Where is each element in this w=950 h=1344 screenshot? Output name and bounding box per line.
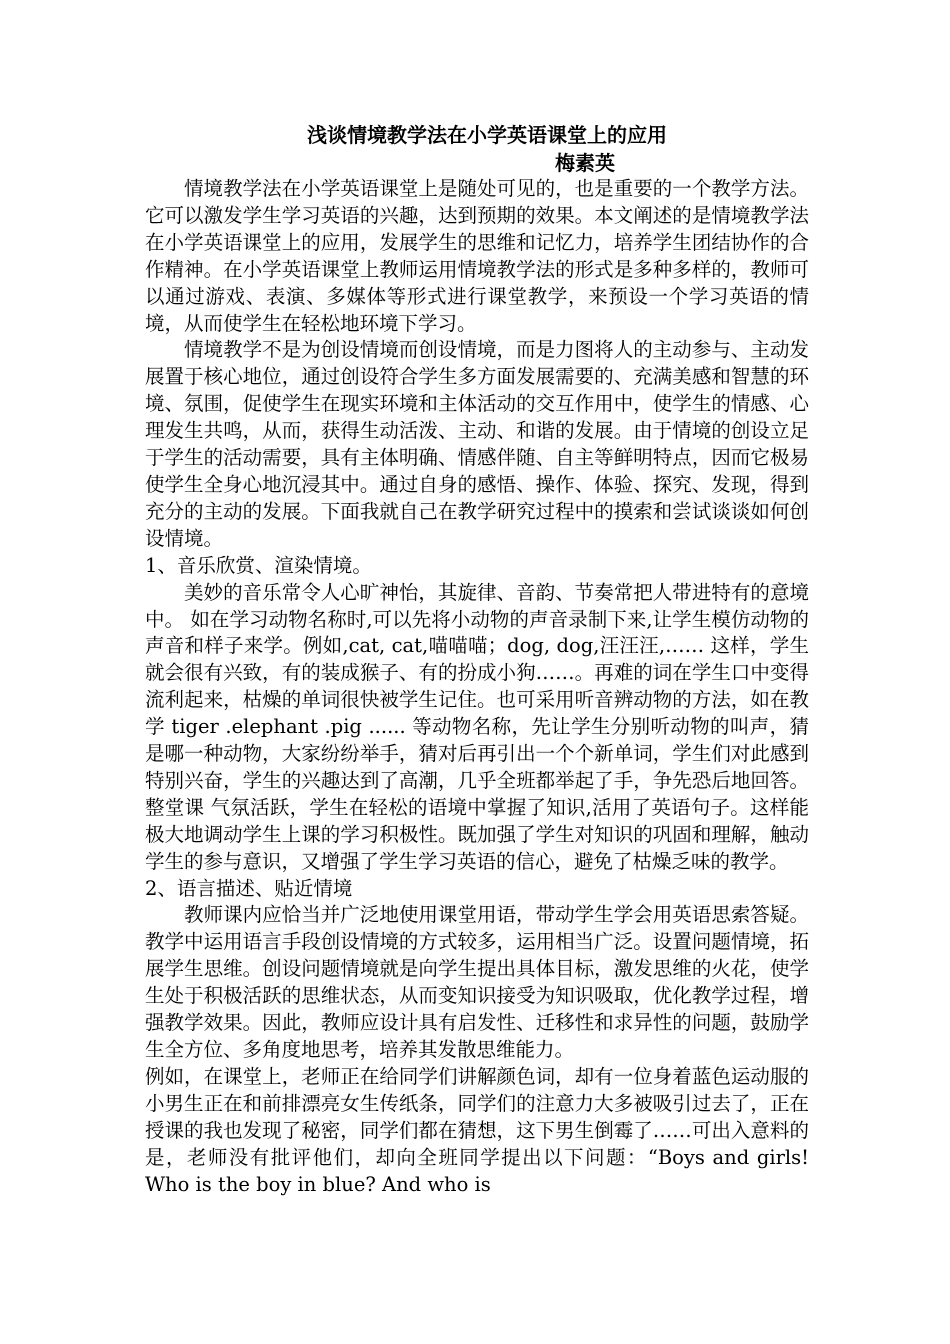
author-name: 梅素英	[555, 151, 615, 175]
paragraph: 例如，在课堂上，老师正在给同学们讲解颜色词，却有一位身着蓝色运动服的小男生正在和前排漂亮女生传纸条，同学们的注意力大多被吸引过去了，正在授课的我也发现了秘密，同学们都在猜想，这下男生倒霉了……可出入意料的是，老师没有批评他们，却向全班同学提出以下问题：“Boys and girls! Who is the boy in blue? And who is	[145, 1064, 809, 1196]
paragraph: 情境教学法在小学英语课堂上是随处可见的，也是重要的一个教学方法。它可以激发学生学习英语的兴趣，达到预期的效果。本文阐述的是情境教学法在小学英语课堂上的应用，发展学生的思维和记忆力，培养学生团结协作的合作精神。在小学英语课堂上教师运用情境教学法的形式是多种多样的，教师可以通过游戏、表演、多媒体等形式进行课堂教学，来预设一个学习英语的情境，从而使学生在轻松地环境下学习。	[145, 177, 809, 335]
paragraph: 1、音乐欣赏、渲染情境。	[145, 553, 372, 577]
document-body	[145, 176, 809, 1198]
paragraph: 美妙的音乐常令人心旷神怡，其旋律、音韵、节奏常把人带进特有的意境中。 如在学习动物名称时,可以先将小动物的声音录制下来,让学生模仿动物的声音和样子来学。例如,cat, cat,喵喵喵；dog, dog,汪汪汪,…… 这样，学生就会很有兴致，有的装成猴子、有的扮成小狗……。再难的词在学生口中变得流利起来，枯燥的单词很快被学生记住。也可采用听音辨动物的方法，如在教学 tiger .elephant .pig ...... 等动物名称，先让学生分别听动物的叫声，猜是哪一种动物，大家纷纷举手，猜对后再引出一个个新单词，学生们对此感到特别兴奋，学生的兴趣达到了高潮，几乎全班都举起了手，争先恐后地回答。整堂课 气氛活跃，学生在轻松的语境中掌握了知识,活用了英语句子。这样能极大地调动学生上课的学习积极性。既加强了学生对知识的巩固和理解，触动学生的参与意识，又增强了学生学习英语的信心，避免了枯燥乏味的教学。	[145, 580, 809, 873]
paragraph: 2、语言描述、贴近情境	[145, 876, 353, 900]
paragraph: 情境教学不是为创设情境而创设情境，而是力图将人的主动参与、主动发展置于核心地位，通过创设符合学生多方面发展需要的、充满美感和智慧的环境、氛围，促使学生在现实环境和主体活动的交互作用中，使学生的情感、心理发生共鸣，从而，获得生动活泼、主动、和谐的发展。由于情境的创设立足于学生的活动需要，具有主体明确、情感伴随、自主等鲜明特点，因而它极易使学生全身心地沉浸其中。通过自身的感悟、操作、体验、探究、发现，得到充分的主动的发展。下面我就自己在教学研究过程中的摸索和尝试谈谈如何创设情境。	[145, 338, 809, 550]
document-title: 浅谈情境教学法在小学英语课堂上的应用	[307, 123, 667, 147]
document-page	[145, 120, 809, 1198]
paragraph: 教师课内应恰当并广泛地使用课堂用语，带动学生学会用英语思索答疑。教学中运用语言手段创设情境的方式较多，运用相当广泛。设置问题情境，拓展学生思维。创设问题情境就是向学生提出具体目标，激发思维的火花，使学生处于积极活跃的思维状态，从而变知识接受为知识吸取，优化教学过程，增强教学效果。因此，教师应设计具有启发性、迁移性和求异性的问题，鼓励学生全方位、多角度地思考，培养其发散思维能力。	[145, 903, 809, 1061]
